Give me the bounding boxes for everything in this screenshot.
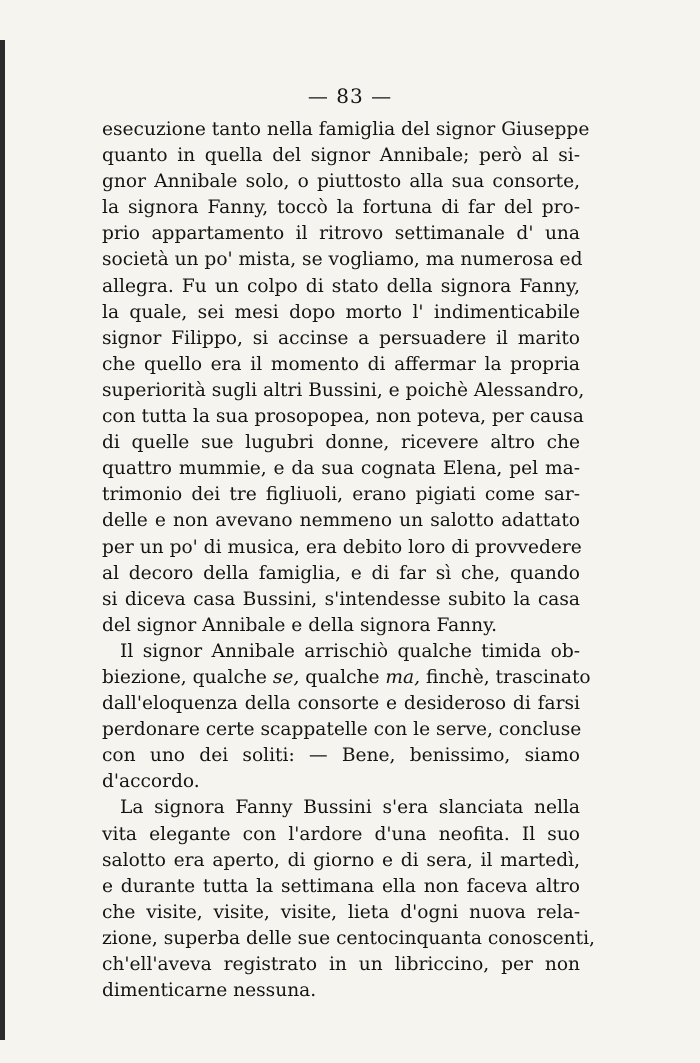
text-line: ch'ell'aveva registrato in un libriccino, per non xyxy=(102,954,580,975)
text-line: esecuzione tanto nella famiglia del signor Giuseppe xyxy=(102,119,590,140)
text-line: che visite, visite, visite, lieta d'ogni nuova rela- xyxy=(102,901,580,923)
text-line: società un po' mista, se vogliamo, ma numerosa ed xyxy=(102,249,583,271)
text-line: gnor Annibale solo, o piuttosto alla sua consorte, xyxy=(102,171,580,193)
text-line: la quale, sei mesi dopo morto l' indimenticabile xyxy=(102,301,580,323)
text-line: e durante tutta la settimana ella non faceva altro xyxy=(102,875,580,897)
text-line: superiorità sugli altri Bussini, e poichè Alessandro, xyxy=(102,379,585,401)
text-line-with-italics xyxy=(102,665,591,691)
paragraph-end-line: del signor Annibale e della signora Fanny. xyxy=(102,614,498,636)
text-line: vita elegante con l'ardore d'una neofita. Il suo xyxy=(102,823,580,845)
italic-word: ma, xyxy=(385,666,421,688)
page-number: — 83 — xyxy=(307,84,393,108)
text-line: quanto in quella del signor Annibale; però al si- xyxy=(102,145,580,167)
text-line: salotto era aperto, di giorno e di sera, il martedì, xyxy=(102,849,580,871)
italic-word: se, xyxy=(272,666,300,688)
text-line: allegra. Fu un colpo di stato della signora Fanny, xyxy=(102,275,580,297)
paragraph-start-line: La signora Fanny Bussini s'era slanciata nella xyxy=(120,797,580,819)
text-line: la signora Fanny, toccò la fortuna di far del pro- xyxy=(102,197,580,219)
text-segment: qualche xyxy=(299,666,386,688)
text-line: prio appartamento il ritrovo settimanale d' una xyxy=(102,223,580,245)
text-line: con uno dei soliti: — Bene, benissimo, siamo xyxy=(102,745,580,767)
text-line: al decoro della famiglia, e di far sì che, quando xyxy=(102,562,580,584)
page-edge-shadow xyxy=(0,40,5,1040)
paragraph-end-line: dimenticarne nessuna. xyxy=(102,980,317,1002)
text-line: con tutta la sua prosopopea, non poteva, per causa xyxy=(102,406,584,428)
text-line: trimonio dei tre figliuoli, erano pigiati come sar- xyxy=(102,484,580,506)
text-segment: finchè, trascinato xyxy=(420,666,591,688)
text-segment: biezione, qualche xyxy=(102,666,273,688)
text-line: signor Filippo, si accinse a persuadere il marito xyxy=(102,327,580,349)
body-text xyxy=(102,117,595,1004)
text-line: di quelle sue lugubri donne, ricevere altro che xyxy=(102,432,580,454)
text-line: per un po' di musica, era debito loro di provvedere xyxy=(102,536,582,558)
paragraph-start-line: Il signor Annibale arrischiò qualche timida ob- xyxy=(120,640,580,662)
text-line: si diceva casa Bussini, s'intendesse subito la casa xyxy=(102,588,580,610)
text-line: zione, superba delle sue centocinquanta conoscenti, xyxy=(102,927,595,949)
paragraph-end-line: d'accordo. xyxy=(102,771,200,793)
text-line: che quello era il momento di affermar la propria xyxy=(102,353,580,375)
text-line: dall'eloquenza della consorte e desideroso di farsi xyxy=(102,693,580,715)
text-line: perdonare certe scappatelle con le serve, concluse xyxy=(102,719,582,741)
text-line: delle e non avevano nemmeno un salotto adattato xyxy=(102,510,580,532)
text-line: quattro mummie, e da sua cognata Elena, pel ma- xyxy=(102,458,580,480)
